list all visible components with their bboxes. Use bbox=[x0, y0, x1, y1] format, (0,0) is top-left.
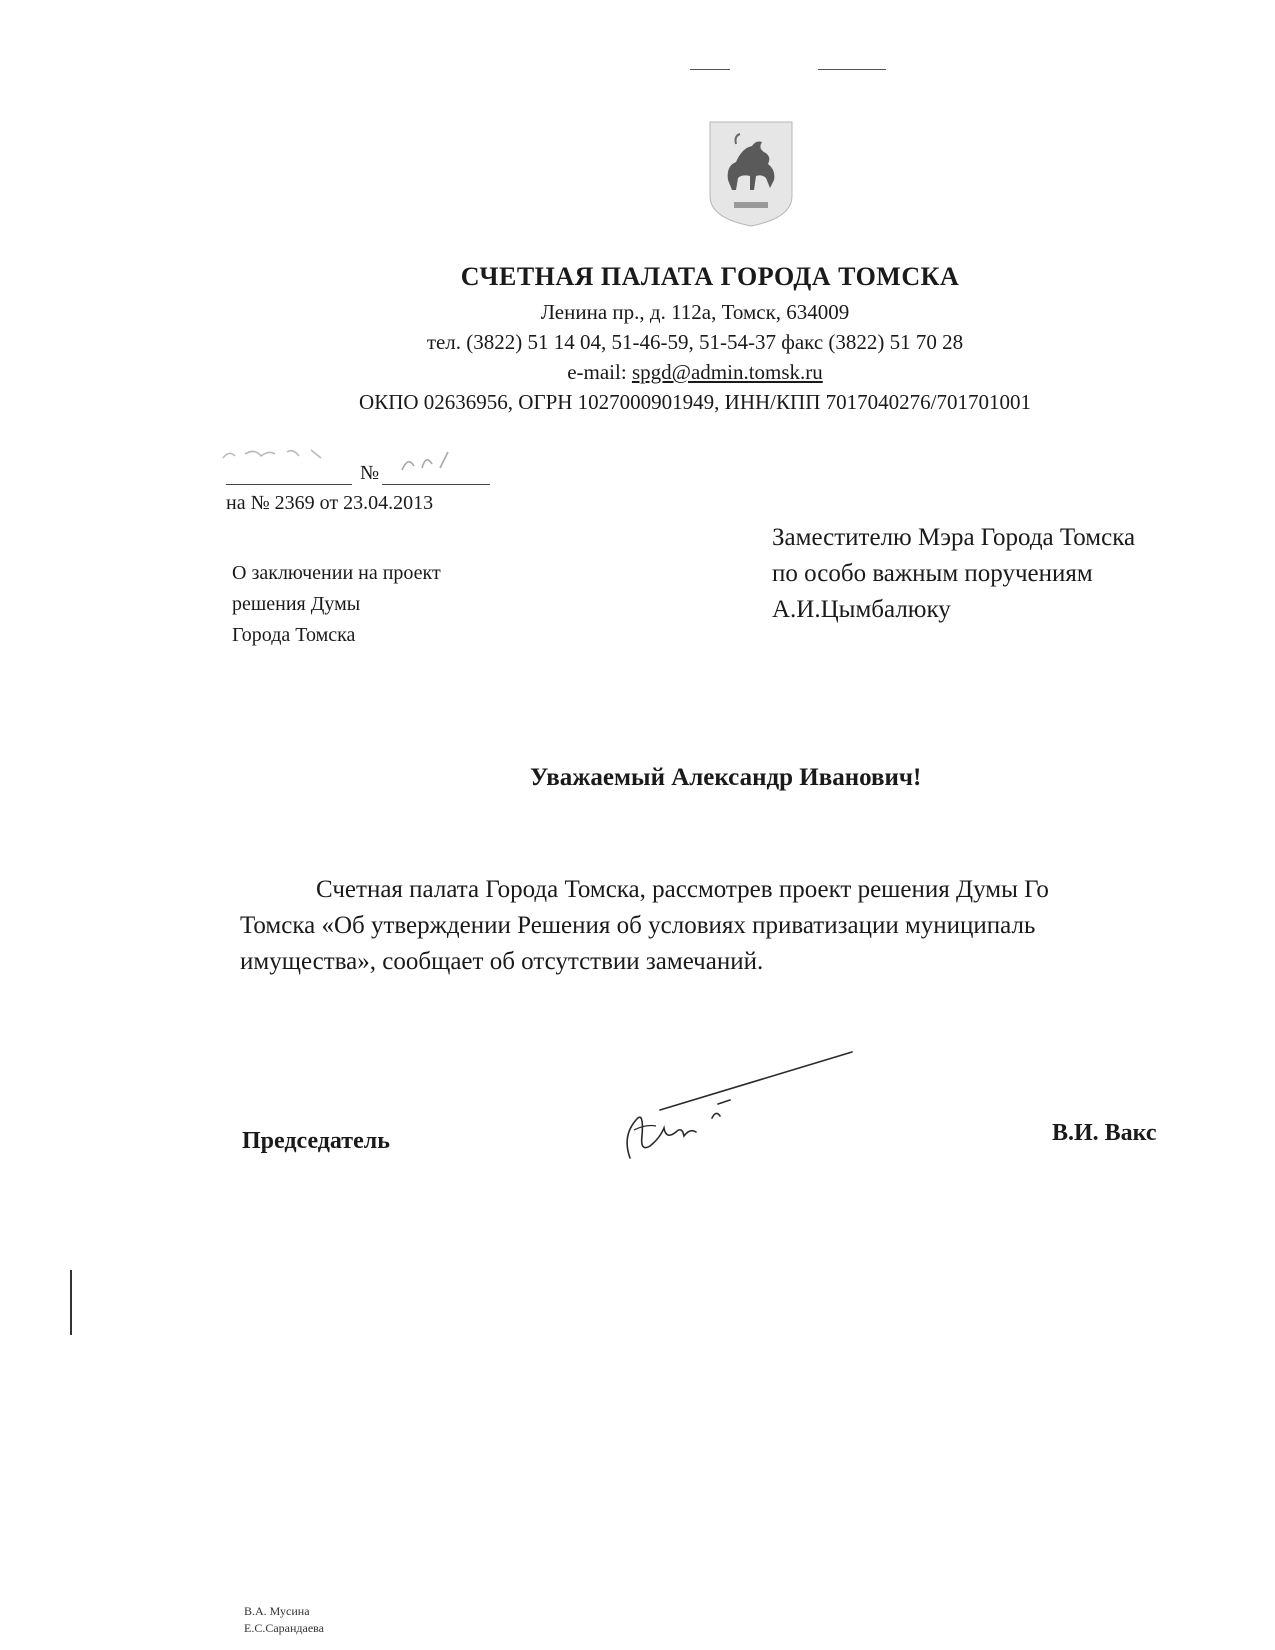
org-phones: тел. (3822) 51 14 04, 51-46-59, 51-54-37 факс (3822) 51 70 28 bbox=[426, 330, 964, 354]
handwritten-date-mark bbox=[215, 440, 355, 466]
org-name: СЧЕТНАЯ ПАЛАТА ГОРОДА ТОМСКА bbox=[460, 262, 960, 291]
signatory-position: Председатель bbox=[242, 1128, 390, 1154]
body-line-1: Счетная палата Города Томска, рассмотрев проект решения Думы Го bbox=[316, 876, 1049, 903]
body-line-3: имущества», сообщает об отсутствии замечаний. bbox=[240, 948, 764, 975]
handwritten-number-mark bbox=[392, 444, 472, 478]
handwritten-signature bbox=[620, 1040, 870, 1180]
body-line-2: Томска «Об утверждении Решения об условиях приватизации муниципаль bbox=[240, 912, 1036, 939]
org-address: Ленина пр., д. 112а, Томск, 634009 bbox=[540, 300, 850, 324]
margin-mark bbox=[70, 1270, 72, 1335]
date-underline bbox=[226, 484, 352, 485]
signatory-name: В.И. Вакс bbox=[1052, 1120, 1157, 1146]
top-mark-right bbox=[818, 69, 886, 70]
org-registry: ОКПО 02636956, ОГРН 1027000901949, ИНН/КПП 7017040276/701701001 bbox=[359, 390, 1031, 414]
footer-line-1: В.А. Мусина bbox=[244, 1604, 310, 1618]
tomsk-emblem-icon bbox=[706, 118, 796, 230]
outgoing-number-label: № bbox=[360, 462, 380, 484]
greeting: Уважаемый Александр Иванович! bbox=[530, 764, 922, 791]
addressee-line-2: по особо важным поручениям bbox=[772, 560, 1093, 587]
reply-reference: на № 2369 от 23.04.2013 bbox=[226, 492, 434, 514]
subject-line-2: решения Думы bbox=[232, 593, 361, 615]
subject-line-1: О заключении на проект bbox=[232, 562, 441, 584]
top-mark-left bbox=[690, 69, 730, 70]
addressee-block bbox=[772, 520, 1135, 628]
footer-line-2: Е.С.Сарандаева bbox=[244, 1621, 325, 1635]
subject-line-3: Города Томска bbox=[232, 624, 356, 646]
org-email-line bbox=[230, 360, 1160, 385]
addressee-line-1: Заместителю Мэра Города Томска bbox=[772, 524, 1136, 551]
email-link[interactable]: spgd@admin.tomsk.ru bbox=[631, 360, 823, 384]
number-underline bbox=[382, 484, 490, 485]
letter-body bbox=[240, 872, 1260, 980]
addressee-line-3: А.И.Цымбалюку bbox=[772, 596, 951, 623]
executors-footer bbox=[244, 1603, 324, 1637]
email-label: e-mail: bbox=[567, 360, 632, 384]
subject-block bbox=[232, 558, 441, 651]
